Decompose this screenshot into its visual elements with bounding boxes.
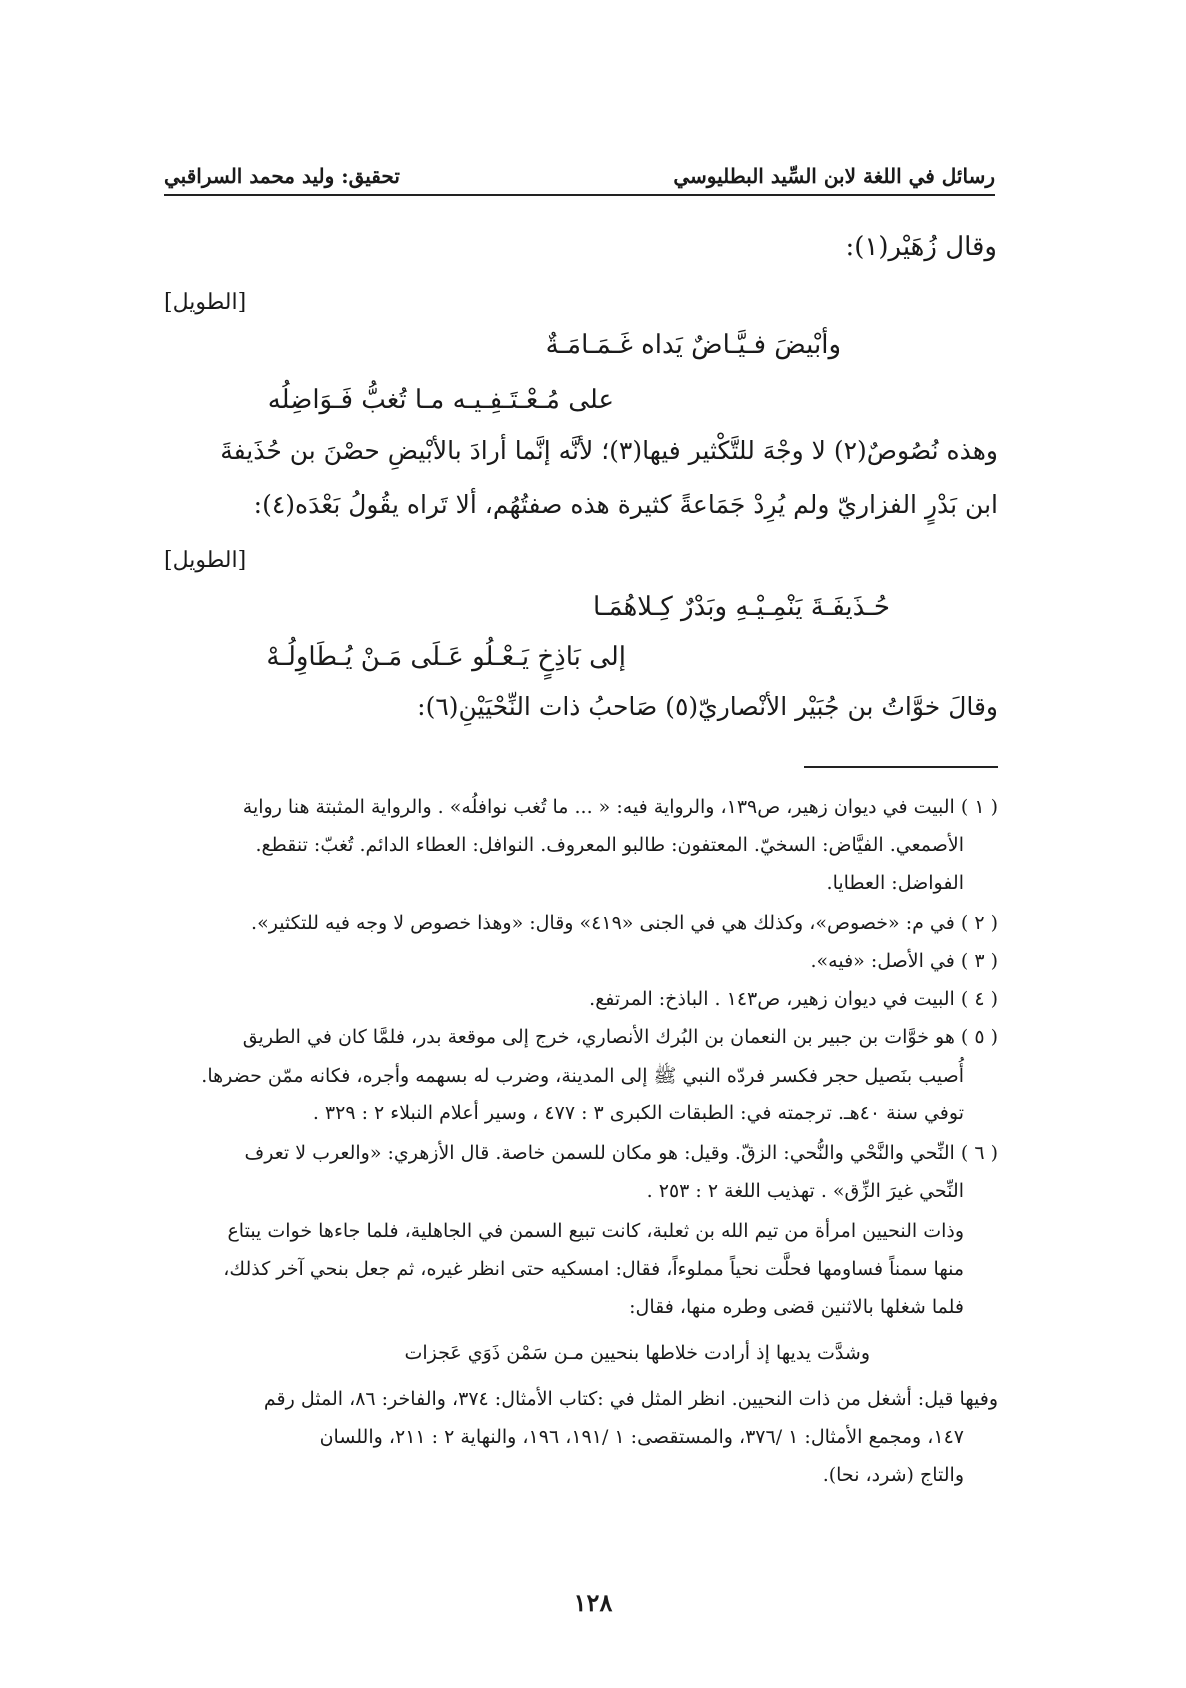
poem-intro: وقال زُهَيْر(١): [845,232,997,262]
footnote-line: ( ٣ ) في الأصل: «فيه». [810,950,998,972]
meter-label: [الطويل] [164,290,247,315]
footnote-line: منها سمناً فساومها فحلَّت نحياً مملوءاً، فقال: امسكيه حتى انظر غيره، ثم جعل بنحي آخر كذلك، [223,1258,964,1280]
footnote-verse: وشدَّت يديها إذ أرادت خلاطها بنحيين مـن سَمْن ذَوَي عَجزات [404,1342,870,1364]
footnote-line: ( ٥ ) هو خوَّات بن جبير بن النعمان بن البُرك الأنصاري، خرج إلى موقعة بدر، فلمَّا كان في الطريق [242,1026,998,1048]
running-header [164,148,995,196]
verse-first-hemistich: وأبْيضَ فـيَّـاضٌ يَداه غَـمَـامَـةٌ [545,330,841,360]
footnote-line: فلما شغلها بالاثنين قضى وطره منها، فقال: [629,1296,964,1318]
editor-credit: تحقيق: وليد محمد السراقبي [164,164,400,188]
page-number: ١٢٨ [573,1588,613,1617]
verse-second-hemistich: على مُـعْـتَـفِـيـه مـا تُغبُّ فَـوَاضِلُه [267,385,614,415]
paragraph-line: وهذه نُصُوصٌ(٢) لا وجْهَ للتَّكْثير فيها(٣)؛ لأنَّه إنَّما أرادَ بالأبْيضِ حصْنَ بن حُذَيفةَ [220,436,998,465]
paragraph-line: ابن بَدْرٍ الفزاريّ ولم يُرِدْ جَمَاعةً كثيرة هذه صفتُهُم، ألا تَراه يقُولُ بَعْدَه(٤): [253,490,998,519]
footnote-line: توفي سنة ٤٠هـ. ترجمته في: الطبقات الكبرى ٣ : ٤٧٧ ، وسير أعلام النبلاء ٢ : ٣٢٩ . [312,1102,964,1124]
verse-second-hemistich: إلى بَاذِخٍ يَـعْـلُو عَـلَى مَـنْ يُـطَاوِلُـهْ [266,642,626,672]
footnote-line: ( ٦ ) النِّحي والنَّحْي والنُّحي: الزقّ. وقيل: هو مكان للسمن خاصة. قال الأزهري: «والعرب لا تعرف [244,1142,998,1164]
paragraph-line: وقالَ خوَّاتُ بن جُبَيْر الأنْصاريّ(٥) صَاحبُ ذات النِّحْيَيْنِ(٦): [417,692,998,721]
footnote-line: أُصيب بنَصيل حجر فكسر فردّه النبي ﷺ إلى المدينة، وضرب له بسهمه وأجره، فكانه ممّن حضرها. [201,1065,964,1087]
footnote-line: ( ٢ ) في م: «خصوص»، وكذلك هي في الجنى «٤١٩» وقال: «وهذا خصوص لا وجه فيه للتكثير». [251,912,998,934]
footnote-line: ( ٤ ) البيت في ديوان زهير، ص١٤٣ . الباذخ: المرتفع. [589,988,998,1010]
footnote-line: وفيها قيل: أشغل من ذات النحيين. انظر المثل في :كتاب الأمثال: ٣٧٤، والفاخر: ٨٦، المثل رقم [263,1388,998,1410]
footnote-line: ١٤٧، ومجمع الأمثال: ١ /٣٧٦، والمستقصى: ١ /١٩١، ١٩٦، والنهاية ٢ : ٢١١، واللسان [319,1426,964,1448]
footnote-line: والتاج (شرد، نحا). [822,1464,964,1486]
footnote-line: ( ١ ) البيت في ديوان زهير، ص١٣٩، والرواية فيه: « ... ما تُغب نوافلُه» . والرواية المثبتة هنا رواية [242,796,998,818]
verse-first-hemistich: حُـذَيفَـةَ يَنْمِـيْـهِ وبَدْرٌ كِـلاهُمَـا [593,592,890,622]
meter-label: [الطويل] [164,548,247,573]
footnote-line: الفواضل: العطايا. [826,872,964,894]
footnote-line: النِّحي غيرَ الزِّق» . تهذيب اللغة ٢ : ٢٥٣ . [646,1180,964,1202]
footnote-separator [804,766,998,768]
book-title: رسائل في اللغة لابن السِّيد البطليوسي [673,164,995,188]
footnote-line: وذات النحيين امرأة من تيم الله بن ثعلبة، كانت تبيع السمن في الجاهلية، فلما جاءها خوات يبتاع [227,1220,964,1242]
footnote-line: الأصمعي. الفيَّاض: السخيّ. المعتفون: طالبو المعروف. النوافل: العطاء الدائم. تُغبّ: تنقطع. [255,834,964,856]
